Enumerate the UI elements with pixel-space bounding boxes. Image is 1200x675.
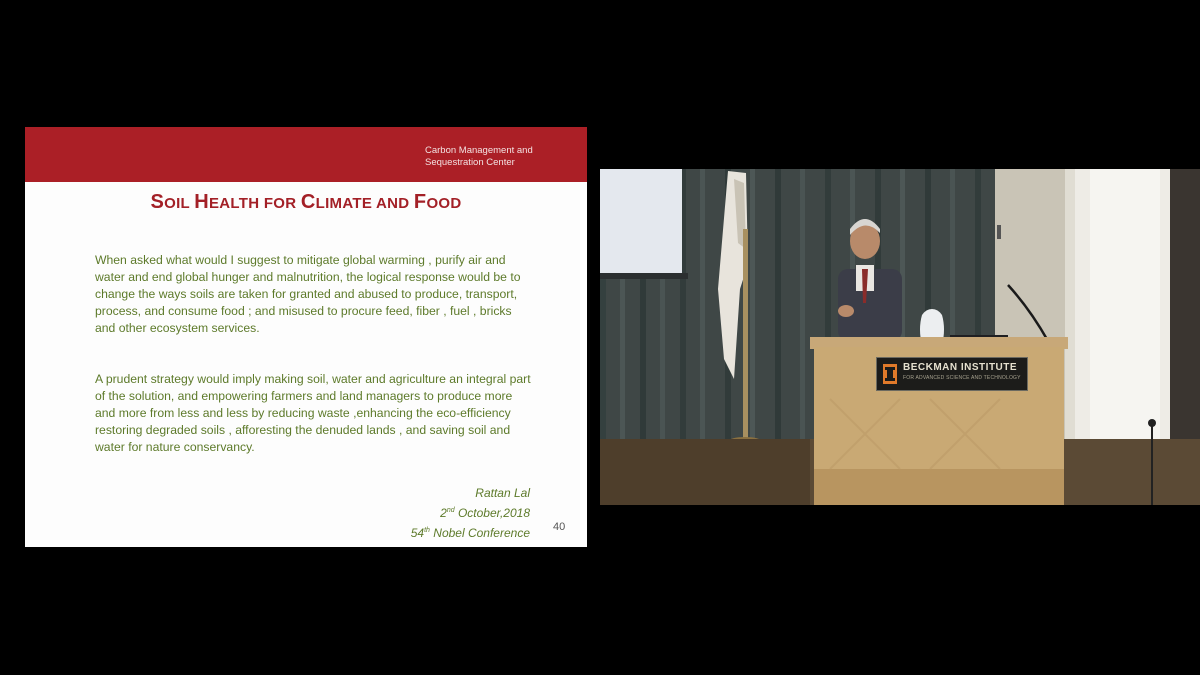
slide-page-number: 40 — [553, 521, 566, 533]
slide-title: SOIL HEALTH FOR CLIMATE AND FOOD — [150, 191, 462, 213]
slide-organization — [425, 145, 575, 169]
podium-sign-title: BECKMAN INSTITUTE — [903, 362, 1018, 373]
signature-date: 2nd October,2018 — [440, 506, 530, 520]
signature-name: Rattan Lal — [475, 486, 530, 500]
speaker-video-frame — [600, 169, 1200, 505]
projection-screen — [600, 169, 682, 273]
presentation-slide — [25, 127, 587, 547]
stage-scene — [600, 169, 1200, 505]
org-line-1: Carbon Management and — [425, 145, 533, 156]
podium-sign — [876, 357, 1028, 391]
slide-signature — [411, 485, 530, 542]
university-logo-icon — [883, 364, 897, 384]
slide-paragraph-1: When asked what would I suggest to mitigate global warming , purify air and water and end global hunger and malnutrition, the logical response would be to change the ways soils are taken for granted and abused to produce, transport, process, and consume food ; and misused to procure feed, fiber , fuel , bricks and other ecosystem services. — [95, 253, 521, 335]
org-line-2: Sequestration Center — [425, 157, 515, 168]
signature-conference: 54th Nobel Conference — [410, 526, 530, 540]
podium-sign-subtitle: FOR ADVANCED SCIENCE AND TECHNOLOGY — [903, 375, 1021, 381]
slide-header-bar — [25, 127, 587, 182]
slide-paragraph-2: A prudent strategy would imply making soil, water and agriculture an integral part of the solution, and empowering farmers and land managers to produce more and more from less and less by reducing waste ,enhancing the eco-efficiency restoring degraded soils , afforesting the denuded lands , and saving soil and water for nature conservancy. — [95, 372, 531, 454]
